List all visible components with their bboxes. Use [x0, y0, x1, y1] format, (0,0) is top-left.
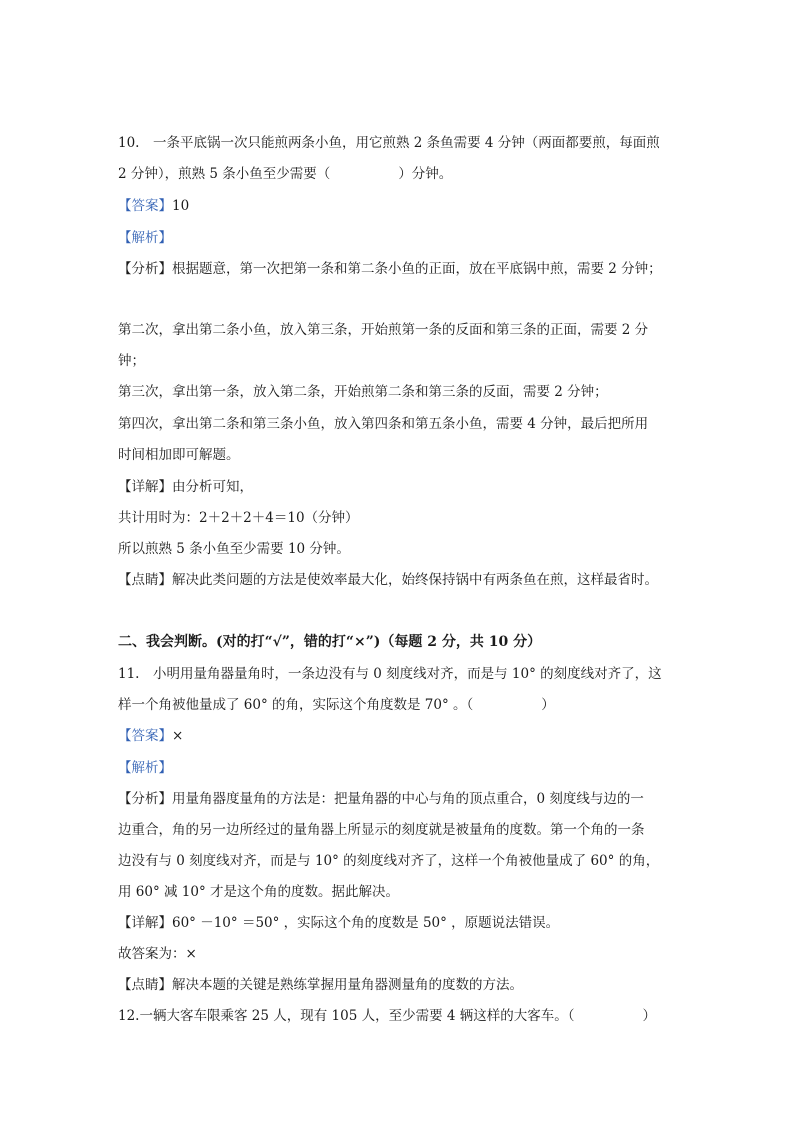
q10-xiangjie: [118, 477, 678, 497]
analysis-tag: 【解析】: [118, 230, 172, 246]
dianjing-text: 解决此类问题的方法是使效率最大化，始终保持锅中有两条鱼在煎，这样最省时。: [172, 572, 658, 588]
answer-value: 10: [172, 198, 190, 214]
q10-dianjing: [118, 570, 678, 590]
q12-stem-text: 12.一辆大客车限乘客 25 人，现有 105 人，至少需要 4 辆这样的大客车。（: [118, 1008, 575, 1024]
q10-stem-text: 2 分钟），煎熟 5 条小鱼至少需要（: [118, 166, 331, 182]
answer-tag: 【答案】: [118, 198, 172, 214]
q10-step3: 第三次，拿出第一条，放入第二条，开始煎第二条和第三条的反面，需要 2 分钟；: [118, 384, 608, 400]
q12-stem: [118, 1006, 678, 1026]
dianjing-text: 解决本题的关键是熟练掌握用量角器测量角的度数的方法。: [172, 977, 523, 993]
xiangjie-tag: 【详解】: [118, 915, 172, 931]
q10-step4-line1: 第四次，拿出第二条和第三条小鱼，放入第四条和第五条小鱼，需要 4 分钟，最后把所用: [118, 416, 649, 432]
q10-fenxi: [118, 259, 678, 279]
q12-stem-close: ）: [642, 1008, 657, 1024]
q11-answer: [118, 726, 678, 746]
q10-step2-line1: 第二次，拿出第二条小鱼，放入第三条，开始煎第一条的反面和第三条的正面，需要 2 分: [118, 322, 649, 338]
section-heading: 二、我会判断。(对的打“√”，错的打“×”)（每题 2 分，共 10 分）: [118, 634, 542, 650]
q10-step2-line2: 钟；: [118, 353, 145, 369]
xiangjie-text: 60° －10° ＝50° ，实际这个角的度数是 50° ，原题说法错误。: [172, 915, 560, 931]
q11-fenxi: [118, 789, 678, 809]
dianjing-tag: 【点睛】: [118, 977, 172, 993]
q10-total: 共计用时为：2＋2＋2＋4＝10（分钟）: [118, 510, 359, 526]
fenxi-tag: 【分析】: [118, 791, 172, 807]
q11-fenxi-line3: 边没有与 0 刻度线对齐，而是与 10° 的刻度线对齐了，这样一个角被他量成了 60° 的角，: [118, 853, 660, 869]
xiangjie-text: 由分析可知，: [172, 479, 253, 495]
xiangjie-tag: 【详解】: [118, 479, 172, 495]
q11-xiangjie: [118, 913, 678, 933]
q10-stem-line2: [118, 164, 678, 184]
q11-jiexi: [118, 758, 678, 778]
q11-stem-text: 样一个角被他量成了 60° 的角，实际这个角度数是 70° 。（: [118, 697, 474, 713]
answer-value: ×: [172, 728, 184, 744]
q10-stem-line1: 10. 一条平底锅一次只能煎两条小鱼，用它煎熟 2 条鱼需要 4 分钟（两面都要煎，每面煎: [118, 135, 660, 151]
q11-stem-line1: 11. 小明用量角器量角时，一条边没有与 0 刻度线对齐，而是与 10° 的刻度线对齐了，这: [118, 666, 662, 682]
q11-fenxi-line2: 边重合，角的另一边所经过的量角器上所显示的刻度就是被量角的度数。第一个角的一条: [118, 822, 645, 838]
analysis-tag: 【解析】: [118, 760, 172, 776]
q10-answer: [118, 196, 678, 216]
answer-tag: 【答案】: [118, 728, 172, 744]
q10-conclusion: 所以煎熟 5 条小鱼至少需要 10 分钟。: [118, 541, 350, 557]
q10-stem-unit: ）分钟。: [398, 166, 453, 182]
q11-fenxi-line4: 用 60° 减 10° 才是这个角的度数。据此解决。: [118, 884, 400, 900]
q10-jiexi: [118, 228, 678, 248]
fenxi-text: 用量角器度量角的方法是：把量角器的中心与角的顶点重合，0 刻度线与边的一: [172, 791, 644, 807]
q10-step4-line2: 时间相加即可解题。: [118, 447, 240, 463]
dianjing-tag: 【点睛】: [118, 572, 172, 588]
q11-stem-line2: [118, 695, 678, 715]
fenxi-tag: 【分析】: [118, 261, 172, 277]
q11-final-answer: 故答案为：×: [118, 946, 197, 962]
fenxi-text: 根据题意，第一次把第一条和第二条小鱼的正面，放在平底锅中煎，需要 2 分钟；: [172, 261, 662, 277]
q11-dianjing: [118, 975, 678, 995]
q11-stem-close: ）: [541, 697, 555, 713]
